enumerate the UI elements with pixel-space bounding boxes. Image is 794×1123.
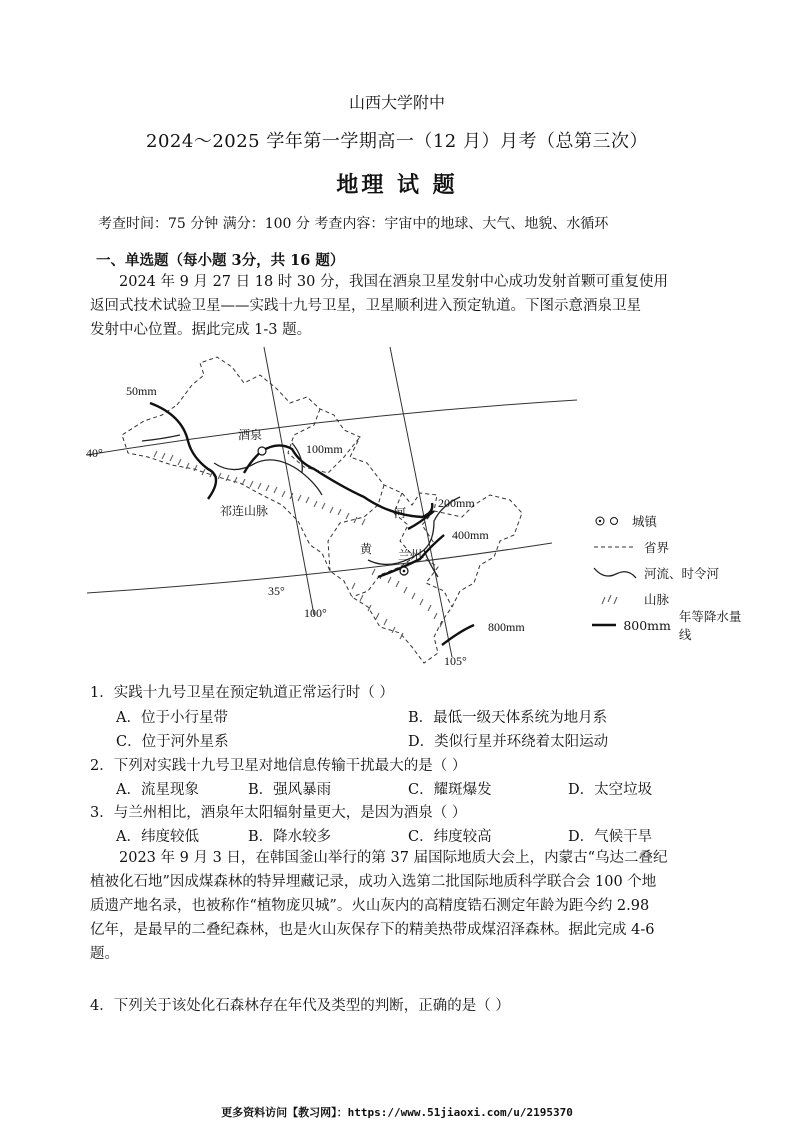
mountain-hatches bbox=[154, 451, 443, 639]
legend-isohyet bbox=[592, 609, 752, 642]
passage-2-line: 2023 年 9 月 3 日，在韩国釜山举行的第 37 届国际地质大会上，内蒙古“乌达二叠纪 bbox=[119, 850, 668, 866]
legend-mountain-label: 山脉 bbox=[644, 592, 670, 607]
towns bbox=[258, 447, 408, 575]
isohyet-400-label: 400mm bbox=[452, 528, 489, 542]
question-2-option-a[interactable]: A．流星现象 bbox=[116, 782, 199, 798]
isohyet-50-label: 50mm bbox=[126, 384, 157, 398]
river-huang-label: 黄 bbox=[360, 542, 373, 556]
river-symbol-icon bbox=[592, 566, 638, 580]
question-3-option-a[interactable]: A．纬度较低 bbox=[116, 829, 199, 845]
question-2-option-d[interactable]: D．太空垃圾 bbox=[568, 782, 653, 798]
passage-2-line: 亿年，是最早的二叠纪森林，也是火山灰保存下的精美热带成煤沼泽森林。据此完成 4-6 bbox=[90, 922, 655, 938]
town-symbol-icon bbox=[592, 514, 626, 528]
passage-2-line: 题。 bbox=[90, 946, 119, 962]
question-3-option-b[interactable]: B．降水较多 bbox=[248, 829, 332, 845]
question-3-option-d[interactable]: D．气候干旱 bbox=[568, 829, 653, 845]
legend-border bbox=[592, 534, 752, 560]
passage-1-line: 2024 年 9 月 27 日 18 时 30 分，我国在酒泉卫星发射中心成功发射首颗可重复使用 bbox=[119, 274, 668, 290]
legend-river bbox=[592, 560, 752, 586]
exam-meta: 考查时间：75 分钟 满分：100 分 考查内容：宇宙中的地球、大气、地貌、水循环 bbox=[98, 216, 609, 232]
question-2-option-c[interactable]: C．耀斑爆发 bbox=[408, 782, 492, 798]
question-1-option-a[interactable]: A．位于小行星带 bbox=[116, 710, 228, 726]
passage-1 bbox=[90, 270, 730, 342]
question-1-option-c[interactable]: C．位于河外星系 bbox=[116, 734, 229, 750]
latitude-40-label: 40° bbox=[86, 446, 103, 460]
legend-town-label: 城镇 bbox=[632, 514, 658, 529]
isohyet-symbol-icon bbox=[592, 618, 617, 632]
mountain-symbol-icon bbox=[592, 592, 638, 606]
legend-isohyet-value: 800mm bbox=[623, 617, 671, 633]
jiuquan-label: 酒泉 bbox=[238, 428, 263, 442]
qilian-mountains-label: 祁连山脉 bbox=[220, 504, 269, 518]
exam-title: 2024～2025 学年第一学期高一（12 月）月考（总第三次） bbox=[146, 131, 648, 152]
passage-2 bbox=[90, 846, 730, 966]
isohyet-800-label: 800mm bbox=[488, 620, 525, 634]
question-4-stem: 4．下列关于该处化石森林存在年代及类型的判断，正确的是（ ） bbox=[90, 998, 510, 1014]
isohyet-100-label: 100mm bbox=[306, 442, 343, 456]
question-1-option-d[interactable]: D．类似行星并环绕着太阳运动 bbox=[408, 734, 609, 750]
border-symbol-icon bbox=[592, 540, 638, 554]
map-legend bbox=[592, 508, 752, 642]
legend-river-label: 河流、时令河 bbox=[644, 566, 720, 581]
question-3-stem: 3．与兰州相比，酒泉年太阳辐射量更大，是因为酒泉（ ） bbox=[90, 805, 467, 821]
question-3-option-c[interactable]: C．纬度较高 bbox=[408, 829, 492, 845]
passage-1-line: 发射中心位置。据此完成 1-3 题。 bbox=[90, 322, 312, 338]
footer-link[interactable]: 更多资料访问【教习网】：https://www.51jiaoxi.com/u/2195370 bbox=[221, 1106, 573, 1119]
longitude-105-label: 105° bbox=[444, 654, 467, 668]
question-2-option-b[interactable]: B．强风暴雨 bbox=[248, 782, 332, 798]
question-1-stem: 1．实践十九号卫星在预定轨道正常运行时（ ） bbox=[90, 685, 394, 701]
question-1-option-b[interactable]: B．最低一级天体系统为地月系 bbox=[408, 710, 608, 726]
legend-isohyet-label: 年等降水量线 bbox=[678, 609, 742, 642]
river-he-label: 河 bbox=[394, 506, 407, 520]
graticule bbox=[87, 347, 577, 657]
passage-2-line: 质遗产地名录，也被称作“植物庞贝城”。火山灰内的高精度锆石测定年龄为距今约 2.98 bbox=[90, 898, 650, 914]
latitude-35-label: 35° bbox=[268, 584, 285, 598]
passage-1-line: 返回式技术试验卫星——实践十九号卫星，卫星顺利进入预定轨道。下图示意酒泉卫星 bbox=[90, 298, 641, 314]
lanzhou-label: 兰州 bbox=[398, 548, 423, 562]
section-title: 一、单选题（每小题 3分，共 16 题） bbox=[96, 252, 345, 269]
jiuquan-town-marker bbox=[258, 447, 266, 455]
subject-title: 地理 试 题 bbox=[336, 172, 458, 198]
legend-town bbox=[592, 508, 752, 534]
legend-border-label: 省界 bbox=[644, 540, 670, 555]
longitude-100-label: 100° bbox=[304, 606, 327, 620]
question-2-stem: 2．下列对实践十九号卫星对地信息传输干扰最大的是（ ） bbox=[90, 758, 467, 774]
isohyet-200-label: 200mm bbox=[438, 496, 475, 510]
jiuquan-location-map bbox=[82, 345, 582, 670]
passage-2-line: 植被化石地”因成煤森林的特异埋藏记录，成功入选第二批国际地质科学联合会 100 个地 bbox=[90, 874, 657, 890]
school-name: 山西大学附中 bbox=[348, 93, 445, 112]
